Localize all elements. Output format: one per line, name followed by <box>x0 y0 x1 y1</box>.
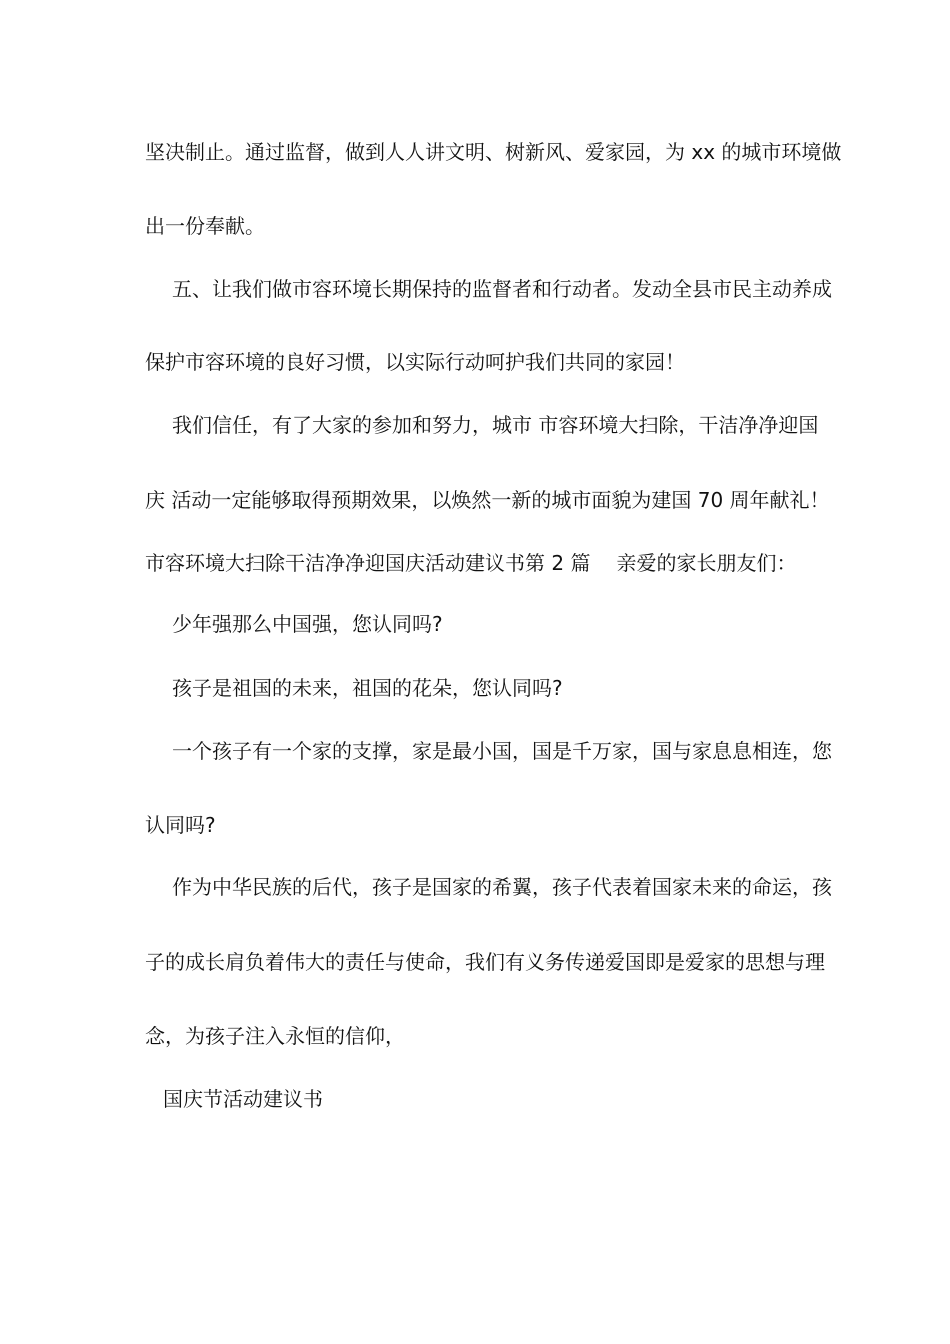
paragraph-line: 孩子是祖国的未来，祖国的花朵，您认同吗? <box>172 676 563 700</box>
paragraph-line: 念，为孩子注入永恒的信仰， <box>145 1024 405 1048</box>
paragraph-line: 五、让我们做市容环境长期保持的监督者和行动者。发动全县市民主动养成 <box>172 277 832 301</box>
paragraph-line: 出一份奉献。 <box>145 214 265 238</box>
paragraph-line: 一个孩子有一个家的支撑，家是最小国，国是千万家，国与家息息相连，您 <box>172 739 832 763</box>
paragraph-line: 作为中华民族的后代，孩子是国家的希翼，孩子代表着国家未来的命运，孩 <box>172 875 832 899</box>
salutation: 亲爱的家长朋友们： <box>616 551 797 575</box>
paragraph-line: 少年强那么中国强，您认同吗? <box>172 612 443 636</box>
paragraph-line: 保护市容环境的良好习惯，以实际行动呵护我们共同的家园！ <box>145 350 685 374</box>
paragraph-line: 坚决制止。通过监督，做到人人讲文明、树新风、爱家园，为 xx 的城市环境做 <box>145 140 842 164</box>
paragraph-line: 认同吗? <box>145 813 216 837</box>
paragraph-line: 我们信任，有了大家的参加和努力，城市 市容环境大扫除，干洁净净迎国 <box>172 413 819 437</box>
paragraph-line: 庆 活动一定能够取得预期效果，以焕然一新的城市面貌为建国 70 周年献礼！ <box>145 488 830 512</box>
section-heading-line <box>145 549 796 577</box>
section-title: 市容环境大扫除干洁净净迎国庆活动建议书第 2 篇 <box>145 551 591 575</box>
document-title: 国庆节活动建议书 <box>163 1087 323 1111</box>
paragraph-line: 子的成长肩负着伟大的责任与使命，我们有义务传递爱国即是爱家的思想与理 <box>145 950 825 974</box>
